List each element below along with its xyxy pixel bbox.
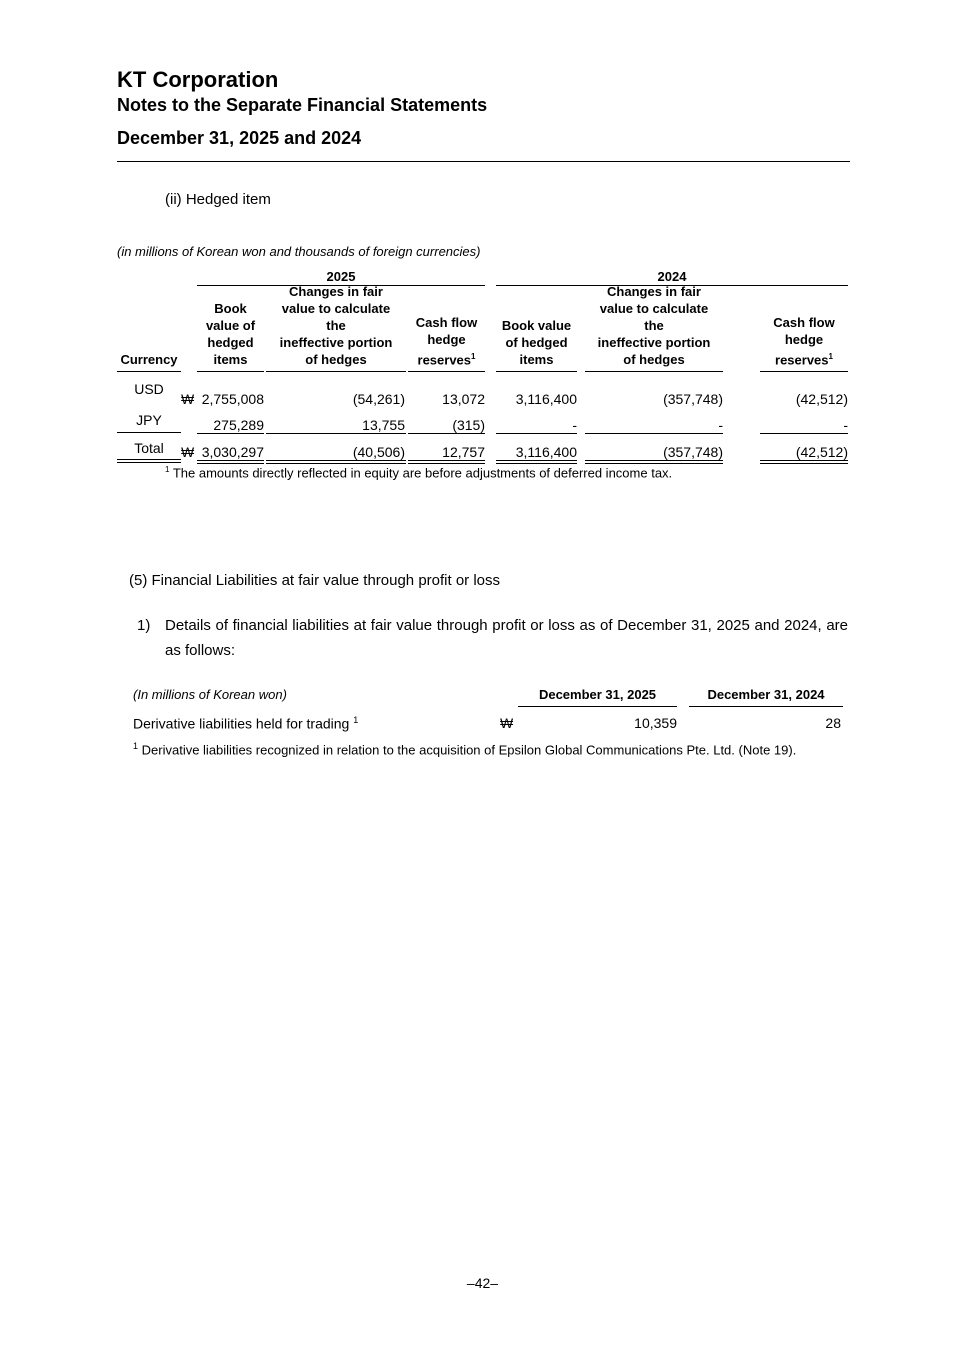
row-total-cfh-2025: 12,757: [442, 444, 485, 460]
row-usd-won-symbol: ₩: [181, 391, 195, 407]
page-number: –42–: [466, 1275, 499, 1291]
total-double-underline: [585, 460, 723, 464]
row-jpy-cfh-2025: (315): [452, 417, 485, 433]
col-header-dec-2024: December 31, 2024: [707, 687, 825, 702]
company-name: KT Corporation: [117, 67, 279, 92]
row-total-book-2024: 3,116,400: [515, 444, 577, 460]
col-header-dec-2025: December 31, 2025: [538, 687, 657, 702]
col-header-changes-2024: Changes in fair value to calculate the ineffective portion of hedges: [597, 284, 711, 367]
row-usd-book-2024: 3,116,400: [515, 391, 577, 407]
derivative-value-2025: 10,359: [634, 715, 677, 731]
col-header-cfh-2025: Cash flow hedge reserves$^1$: [415, 314, 478, 367]
header-underline: [585, 371, 723, 372]
fvtpl-footnote: $^1$ Derivative liabilities recognized in relation to the acquisition of Epsilon Global Communications Pte. Ltd. (Note 19).: [133, 741, 797, 758]
total-double-underline: [117, 459, 181, 463]
row-underline: [585, 433, 723, 434]
row-jpy-changes-2025: 13,755: [362, 417, 405, 433]
row-total-book-2025: 3,030,297: [201, 444, 264, 460]
row-usd-currency: USD: [134, 381, 164, 397]
derivative-liabilities-label: Derivative liabilities held for trading $^1$: [133, 715, 359, 732]
derivative-value-2024: 28: [825, 715, 841, 731]
row-jpy-book-2024: -: [572, 417, 577, 433]
row-usd-cfh-2024: (42,512): [795, 391, 848, 407]
row-jpy-currency: JPY: [136, 412, 162, 428]
col-header-underline: [689, 706, 843, 707]
row-underline: [266, 433, 406, 434]
header-divider: [117, 161, 850, 162]
row-total-cfh-2024: (42,512): [795, 444, 848, 460]
row-total-currency: Total: [134, 440, 164, 456]
total-double-underline: [760, 460, 848, 464]
hedged-item-footnote: $^1$ The amounts directly reflected in equity are before adjustments of deferred income tax.: [165, 465, 673, 481]
header-underline: [408, 371, 485, 372]
derivative-won-symbol: ₩: [500, 715, 514, 731]
row-usd-changes-2024: (357,748): [663, 391, 723, 407]
header-underline: [117, 371, 181, 372]
header-underline: [760, 371, 848, 372]
row-underline: [117, 432, 181, 433]
hedged-item-title: (ii) Hedged item: [165, 191, 271, 208]
total-double-underline: [408, 460, 485, 464]
row-total-changes-2025: (40,506): [352, 444, 405, 460]
row-total-changes-2024: (357,748): [663, 444, 723, 460]
row-total-won-symbol: ₩: [181, 444, 195, 460]
row-usd-cfh-2025: 13,072: [442, 391, 485, 407]
col-header-book-value-2025: Book value of hedged items: [205, 301, 256, 367]
row-usd-book-2025: 2,755,008: [201, 391, 264, 407]
row-jpy-changes-2024: -: [718, 417, 723, 433]
row-jpy-book-2025: 275,289: [213, 417, 264, 433]
total-double-underline: [197, 460, 264, 464]
fvtpl-section-title: (5) Financial Liabilities at fair value through profit or loss: [129, 572, 501, 589]
col-header-underline: [518, 706, 677, 707]
col-header-changes-2025: Changes in fair value to calculate the ineffective portion of hedges: [279, 284, 393, 367]
header-underline: [266, 371, 406, 372]
row-jpy-cfh-2024: -: [843, 417, 848, 433]
total-double-underline: [496, 460, 577, 464]
col-header-book-value-2024: Book value of hedged items: [501, 318, 572, 367]
document-subtitle: Notes to the Separate Financial Statements: [117, 95, 488, 115]
hedged-item-unit-note: (in millions of Korean won and thousands of foreign currencies): [117, 244, 481, 259]
col-header-cfh-2024: Cash flow hedge reserves$^1$: [773, 314, 835, 367]
fvtpl-paragraph: Details of financial liabilities at fair value through profit or loss as of December 31, 2025 and 2024, are as follows:: [165, 617, 848, 659]
row-underline: [197, 433, 264, 434]
row-underline: [408, 433, 485, 434]
row-underline: [496, 433, 577, 434]
row-underline: [760, 433, 848, 434]
year-2024-header: 2024: [657, 269, 687, 284]
col-header-currency: Currency: [120, 352, 178, 367]
fvtpl-unit-note: (In millions of Korean won): [133, 687, 287, 702]
header-underline: [496, 371, 577, 372]
header-underline: [197, 371, 264, 372]
total-double-underline: [266, 460, 406, 464]
row-usd-changes-2025: (54,261): [352, 391, 405, 407]
document-date: December 31, 2025 and 2024: [117, 128, 362, 148]
year-2025-header: 2025: [326, 269, 356, 284]
fvtpl-item-number: 1): [137, 617, 151, 634]
